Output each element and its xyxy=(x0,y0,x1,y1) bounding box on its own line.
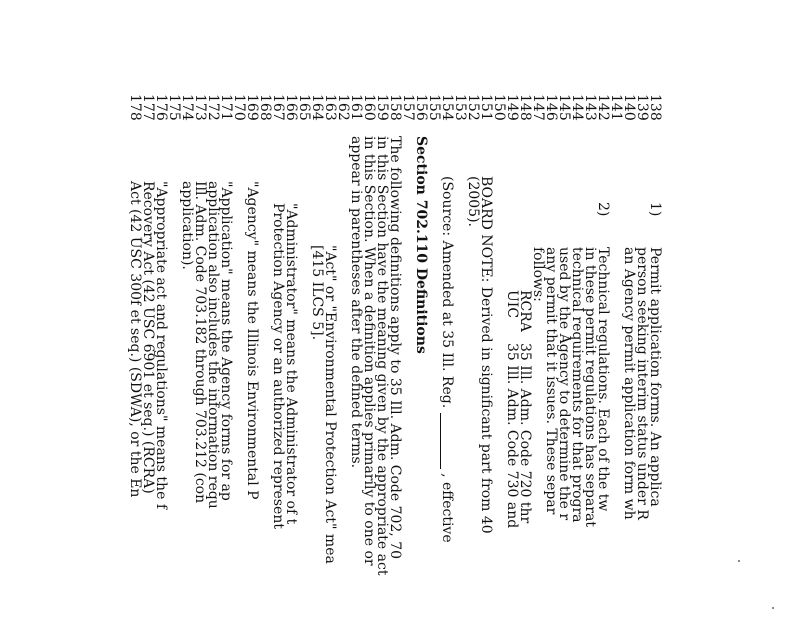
text-line-145: used by the Agency to determine the r xyxy=(556,247,572,521)
text-line-147: follows: xyxy=(530,247,546,302)
line-number: 143 xyxy=(582,94,598,121)
item-number-2: 2) xyxy=(595,202,611,217)
def-agency: "Agency" means the Illinois Environmental P xyxy=(244,181,260,500)
line-number: 166 xyxy=(283,94,299,121)
line-number: 145 xyxy=(556,94,572,121)
blank-line xyxy=(440,413,453,469)
line-number: 161 xyxy=(348,94,364,121)
def-administrator: "Administrator" means the Administrator of t xyxy=(283,203,299,525)
line-number: 175 xyxy=(166,94,182,121)
board-note: BOARD NOTE: Derived in significant part from 40 xyxy=(478,176,494,534)
line-number: 141 xyxy=(608,94,624,121)
line-number: 144 xyxy=(569,94,585,121)
line-number: 160 xyxy=(361,94,377,121)
line-number: 177 xyxy=(140,94,156,121)
line-number: 162 xyxy=(335,94,351,121)
scan-speck xyxy=(738,560,740,562)
text-line-143: in these permit regulations has separat xyxy=(582,247,598,527)
line-number: 168 xyxy=(257,94,273,121)
def-application-cont-2: Ill. Adm. Code 703.182 through 703.212 (con xyxy=(192,181,208,504)
program-uic: UIC xyxy=(504,290,520,319)
text-line-139: person seeking interim status under R xyxy=(634,247,650,520)
line-number: 178 xyxy=(127,94,143,121)
line-number: 158 xyxy=(387,94,403,121)
line-number: 163 xyxy=(322,94,338,121)
text-line-146: any permit that it issues. These separ xyxy=(543,247,559,515)
line-number: 159 xyxy=(374,94,390,121)
line-number: 167 xyxy=(270,94,286,121)
def-act: "Act" or "Environmental Protection Act" mea xyxy=(322,245,338,564)
line-number: 142 xyxy=(595,94,611,121)
line-number: 148 xyxy=(517,94,533,121)
item-number-1: 1) xyxy=(647,202,663,217)
line-number: 152 xyxy=(465,94,481,121)
text-line-144: technical requirements for that progra xyxy=(569,247,585,523)
text-line-161: appear in parentheses after the defined terms. xyxy=(348,136,364,469)
line-number: 164 xyxy=(309,94,325,121)
line-number: 149 xyxy=(504,94,520,121)
text-line-160: in this Section. When a definition applies primarily to one or xyxy=(361,136,377,566)
line-number: 155 xyxy=(426,94,442,121)
text-line-158: The following definitions apply to 35 Ill. Adm. Code 702, 70 xyxy=(387,136,403,560)
program-rcra: RCRA xyxy=(517,290,533,332)
line-number: 173 xyxy=(192,94,208,121)
line-number: 165 xyxy=(296,94,312,121)
def-appropriate-act: "Appropriate act and regulations" means the f xyxy=(153,181,169,509)
line-number: 174 xyxy=(179,94,195,121)
line-number: 176 xyxy=(153,94,169,121)
board-note-cont: (2005). xyxy=(465,176,481,228)
line-number: 156 xyxy=(413,94,429,121)
text-line-142: Technical regulations. Each of the tw xyxy=(595,247,611,512)
line-number: 139 xyxy=(634,94,650,121)
line-number: 169 xyxy=(244,94,260,121)
line-number: 140 xyxy=(621,94,637,121)
def-application: "Application" means the Agency forms for ap xyxy=(218,181,234,501)
line-number: 146 xyxy=(543,94,559,121)
scan-speck xyxy=(772,607,774,609)
text-line-159: in this Section have the meaning given by the appropriate act xyxy=(374,136,390,576)
text-line-138: Permit application forms. An applica xyxy=(647,247,663,507)
def-appropriate-act-cont-2: Act (42 USC 300f et seq.) (SDWA), or the En xyxy=(127,181,143,498)
program-rcra-citation: 35 Ill. Adm. Code 720 thr xyxy=(517,343,533,524)
text-line-140: an Agency permit application form wh xyxy=(621,247,637,520)
def-application-cont-3: application). xyxy=(179,181,195,270)
line-number: 153 xyxy=(452,94,468,121)
def-appropriate-act-cont-1: Recovery Act (42 USC 6901 et seq.) (RCRA) xyxy=(140,181,156,494)
def-administrator-cont: Protection Agency or an authorized represent xyxy=(270,203,286,529)
def-act-cont: [415 ILCS 5]. xyxy=(309,245,325,341)
line-number: 151 xyxy=(478,94,494,121)
line-number: 138 xyxy=(647,94,663,121)
source-note xyxy=(440,176,454,543)
section-heading: Section 702.110 Definitions xyxy=(413,136,429,354)
program-uic-citation: 35 Ill. Adm. Code 730 and xyxy=(504,343,520,529)
line-number: 154 xyxy=(439,94,455,121)
def-application-cont-1: application also includes the information requ xyxy=(205,181,221,509)
line-number: 171 xyxy=(218,94,234,121)
source-note-effective: , effective xyxy=(439,473,455,543)
line-number: 172 xyxy=(205,94,221,121)
line-number: 157 xyxy=(400,94,416,121)
line-number: 147 xyxy=(530,94,546,121)
line-number: 170 xyxy=(231,94,247,121)
line-number: 150 xyxy=(491,94,507,121)
source-note-text: (Source: Amended at 35 Ill. Reg. xyxy=(439,176,455,409)
